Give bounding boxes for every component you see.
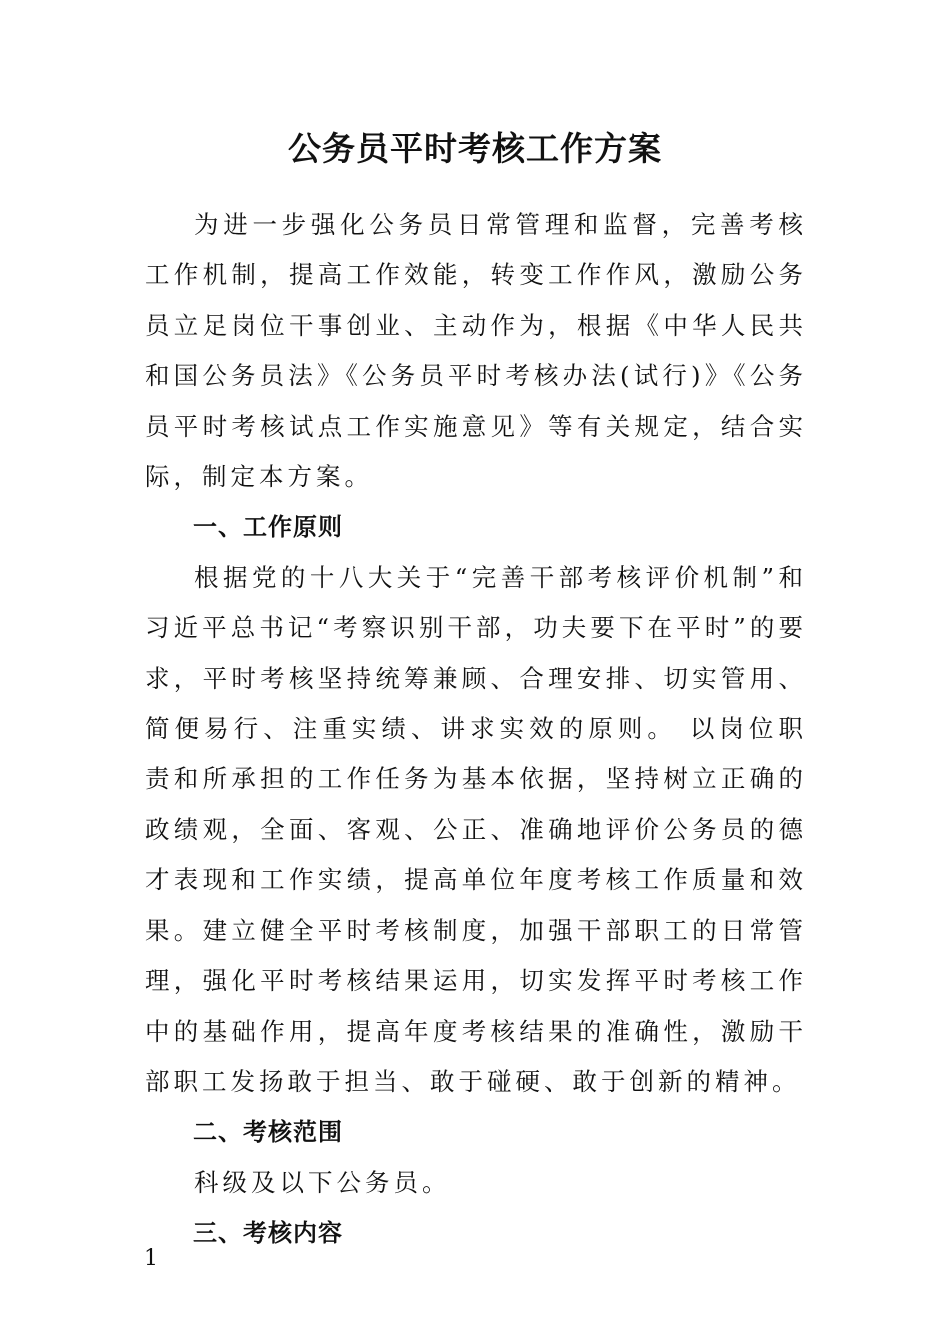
section-heading-scope: 二、考核范围	[193, 1118, 343, 1147]
section-heading-principles: 一、工作原则	[193, 513, 343, 542]
section-heading-content: 三、考核内容	[193, 1219, 343, 1248]
intro-paragraph: 为进一步强化公务员日常管理和监督，完善考核工作机制，提高工作效能，转变工作作风，激励公务员立足岗位干事创业、主动作为，根据《中华人民共和国公务员法》《公务员平时考核办法(试行)》《公务员平时考核试点工作实施意见》等有关规定，结合实际，制定本方案。	[145, 210, 807, 492]
page-number: 1	[144, 1246, 158, 1271]
document-title: 公务员平时考核工作方案	[288, 129, 662, 168]
scope-paragraph: 科级及以下公务员。	[194, 1167, 451, 1197]
principles-paragraph: 根据党的十八大关于“完善干部考核评价机制”和习近平总书记“考察识别干部，功夫要下在平时”的要求，平时考核坚持统筹兼顾、合理安排、切实管用、简便易行、注重实绩、讲求实效的原则。 以岗位职责和所承担的工作任务为基本依据，坚持树立正确的政绩观，全面、客观、公正、准确地评价公务员的德才表现和工作实绩，提高单位年度考核工作质量和效果。建立健全平时考核制度，加强干部职工的日常管理，强化平时考核结果运用，切实发挥平时考核工作中的基础作用，提高年度考核结果的准确性，激励干部职工发扬敢于担当、敢于碰硬、敢于创新的精神。	[145, 562, 807, 1096]
document-body	[145, 200, 807, 1259]
